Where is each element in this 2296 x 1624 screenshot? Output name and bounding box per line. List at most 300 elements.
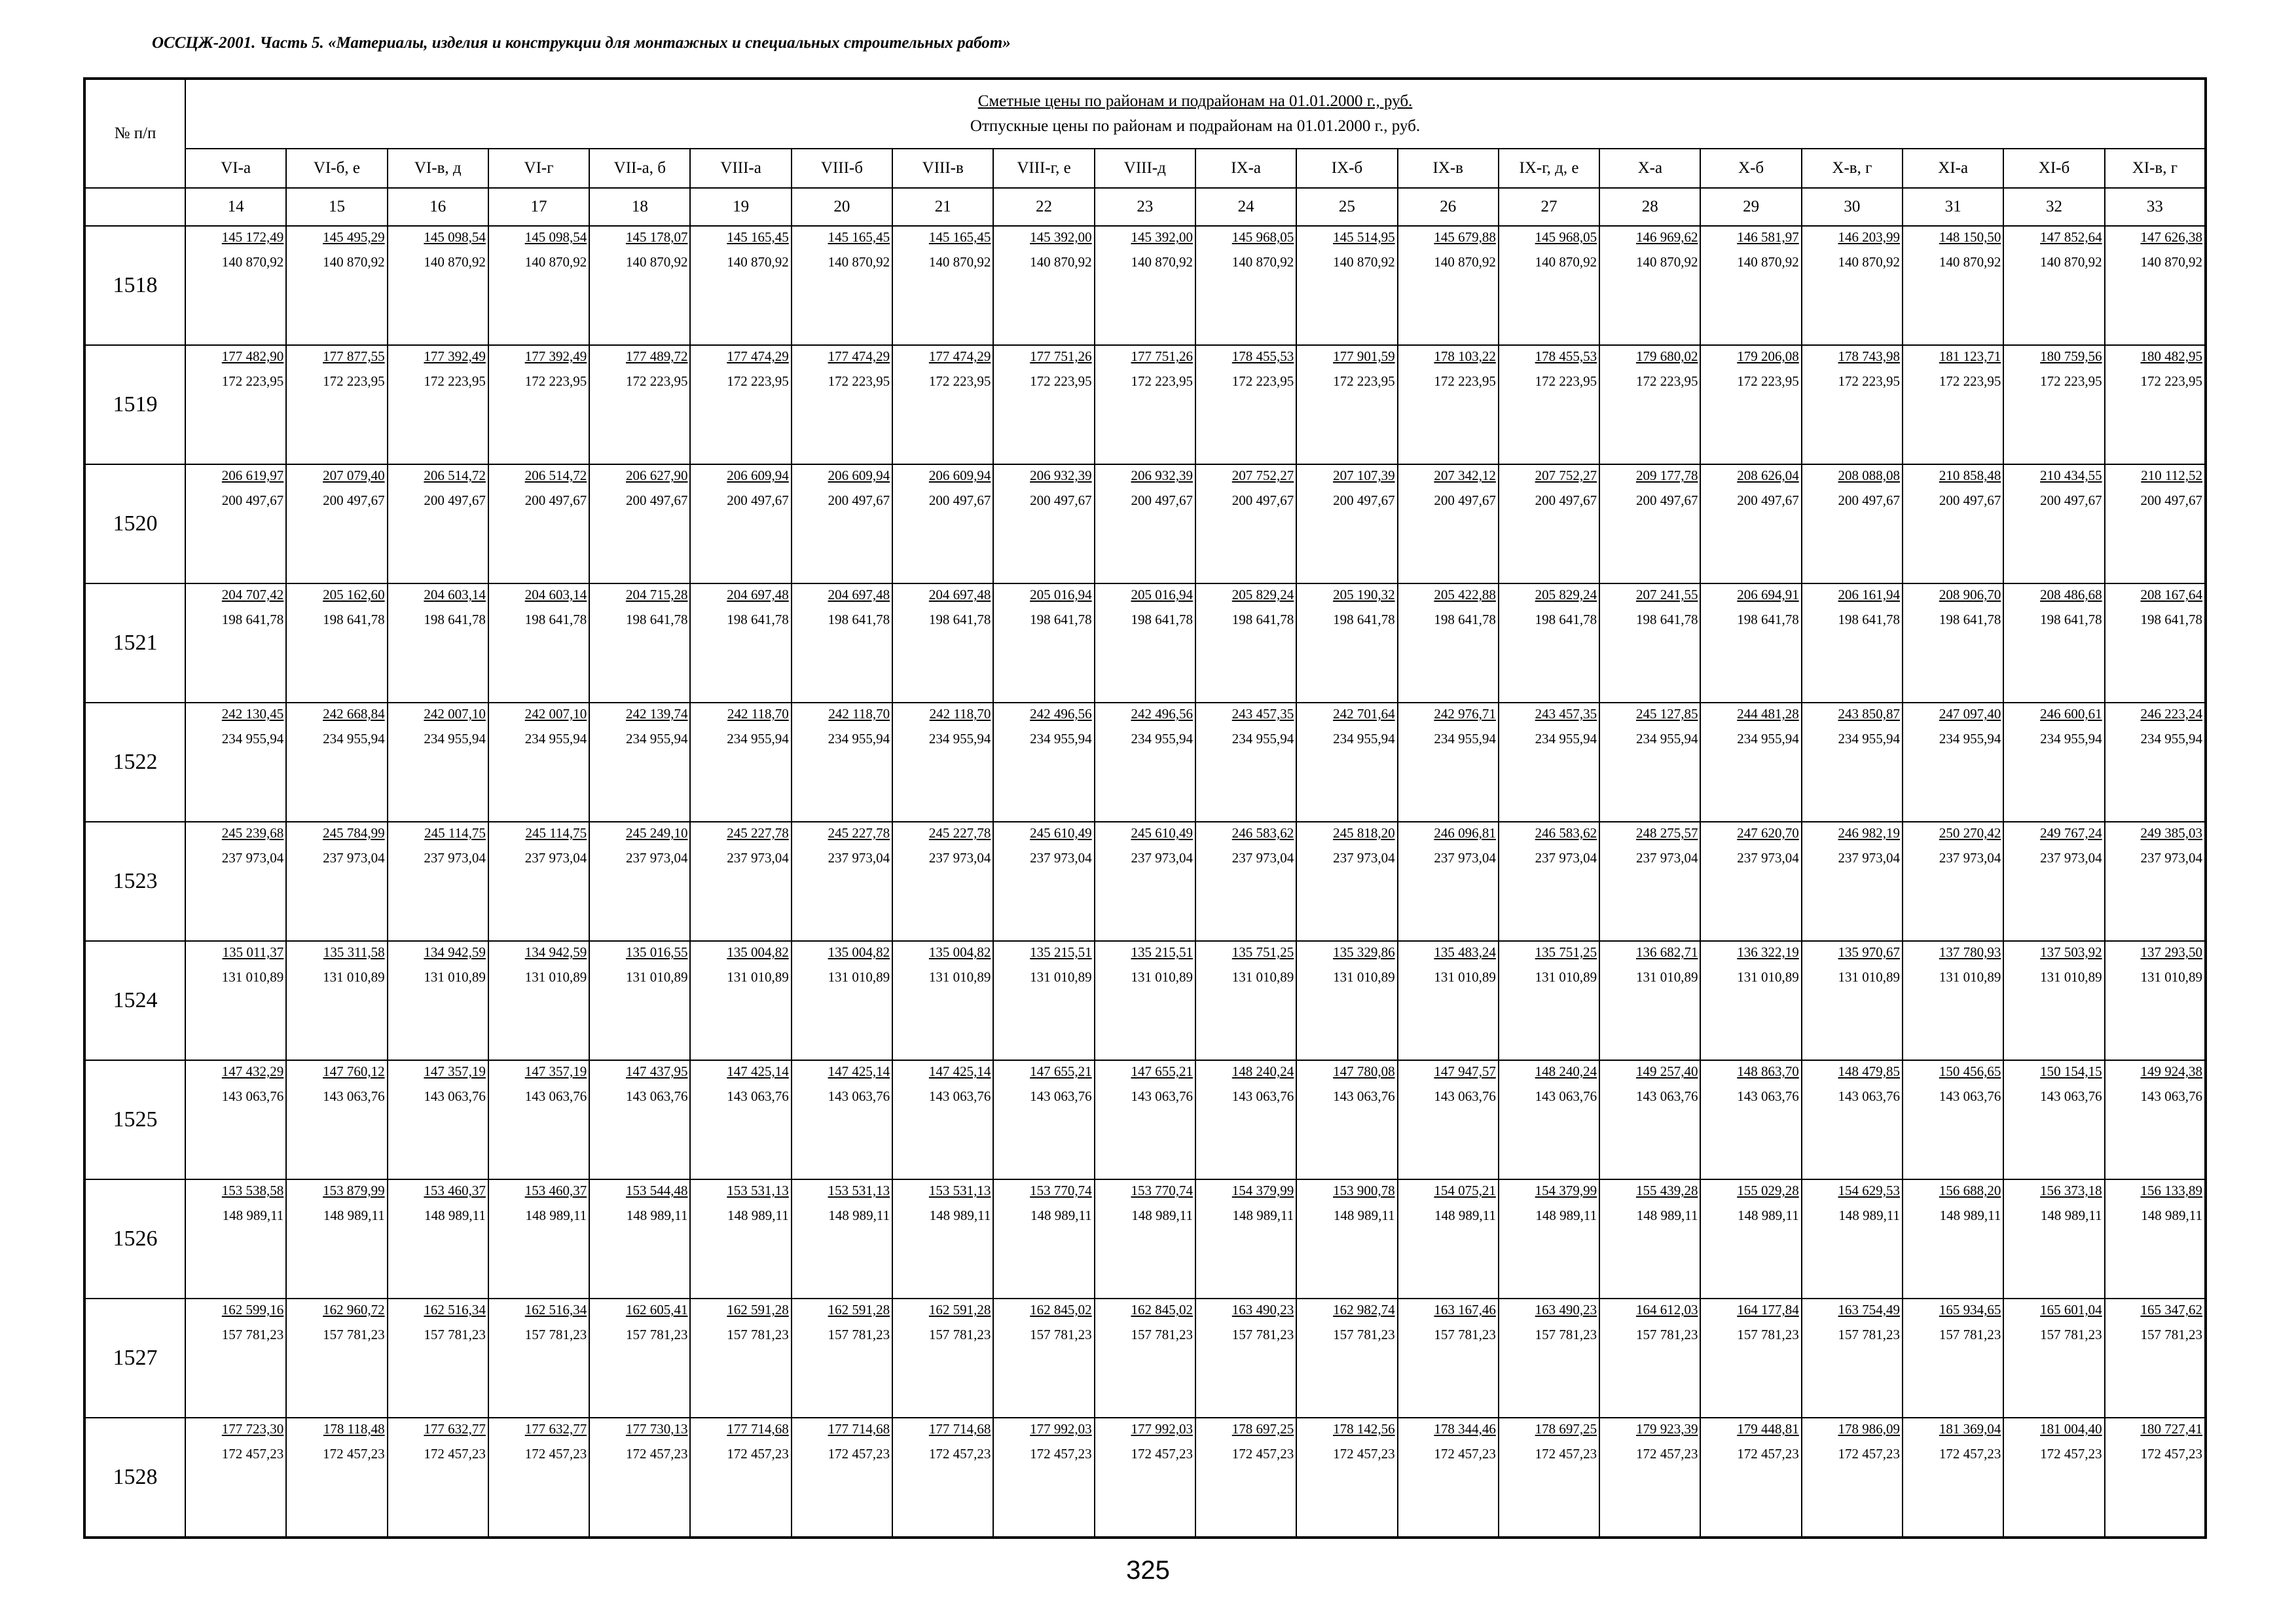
price-cell	[185, 1179, 286, 1299]
estimate-price: 146 969,62	[1635, 229, 1698, 245]
price-cell	[185, 583, 286, 703]
price-cell	[1599, 345, 1700, 464]
price-cell	[1903, 822, 2003, 941]
release-price: 198 641,78	[1737, 612, 1799, 627]
district-header: VI-б, е	[286, 149, 387, 188]
estimate-price: 208 167,64	[2140, 587, 2202, 602]
estimate-price: 204 697,48	[828, 587, 890, 602]
estimate-price: 242 496,56	[1030, 706, 1092, 722]
price-cell	[589, 583, 690, 703]
price-cell	[1903, 226, 2003, 345]
price-cell	[1903, 1060, 2003, 1179]
release-price: 140 870,92	[1535, 254, 1597, 270]
release-price: 198 641,78	[221, 612, 284, 627]
estimate-price: 135 215,51	[1030, 944, 1092, 960]
price-cell	[1903, 1299, 2003, 1418]
release-price: 148 989,11	[1535, 1208, 1597, 1223]
price-cell	[690, 1060, 791, 1179]
release-price: 172 457,23	[625, 1446, 688, 1462]
price-cell	[690, 1299, 791, 1418]
release-price: 200 497,67	[1131, 492, 1193, 508]
price-cell	[2003, 345, 2104, 464]
price-cell	[286, 226, 387, 345]
price-cell	[1700, 1179, 1801, 1299]
estimate-price: 177 901,59	[1333, 348, 1395, 364]
estimate-price: 178 455,53	[1535, 348, 1597, 364]
estimate-price: 155 029,28	[1737, 1183, 1799, 1198]
column-number: 26	[1398, 188, 1499, 226]
estimate-price: 177 730,13	[625, 1421, 688, 1437]
estimate-price: 147 947,57	[1434, 1063, 1496, 1079]
release-price: 234 955,94	[1939, 731, 2001, 747]
release-price: 143 063,76	[2140, 1088, 2202, 1104]
price-cell	[388, 1299, 488, 1418]
price-cell	[1599, 703, 1700, 822]
estimate-price: 242 976,71	[1434, 706, 1496, 722]
estimate-price: 135 970,67	[1838, 944, 1901, 960]
release-price: 157 781,23	[727, 1327, 789, 1342]
release-price: 172 457,23	[221, 1446, 284, 1462]
release-price: 200 497,67	[625, 492, 688, 508]
price-cell	[1700, 226, 1801, 345]
estimate-price: 163 167,46	[1434, 1302, 1496, 1318]
column-number: 18	[589, 188, 690, 226]
price-cell	[2003, 703, 2104, 822]
price-cell	[1398, 1179, 1499, 1299]
estimate-price: 242 496,56	[1131, 706, 1193, 722]
price-cell	[1700, 464, 1801, 583]
district-header: IX-б	[1296, 149, 1397, 188]
price-cell	[185, 345, 286, 464]
estimate-price: 136 322,19	[1737, 944, 1799, 960]
release-price: 200 497,67	[221, 492, 284, 508]
release-price: 143 063,76	[1838, 1088, 1901, 1104]
price-cell	[589, 226, 690, 345]
release-price: 140 870,92	[1939, 254, 2001, 270]
release-price: 237 973,04	[1333, 850, 1395, 866]
estimate-price: 178 986,09	[1838, 1421, 1901, 1437]
table-caption	[185, 79, 2206, 149]
release-price: 143 063,76	[1939, 1088, 2001, 1104]
price-cell	[1802, 1299, 1903, 1418]
table-row	[84, 226, 2206, 345]
release-price: 143 063,76	[323, 1088, 385, 1104]
estimate-price: 245 239,68	[221, 825, 284, 841]
estimate-price: 207 241,55	[1635, 587, 1698, 602]
price-cell	[993, 1299, 1094, 1418]
estimate-price: 178 743,98	[1838, 348, 1901, 364]
release-price: 157 781,23	[221, 1327, 284, 1342]
estimate-price: 247 097,40	[1939, 706, 2001, 722]
release-price: 200 497,67	[1333, 492, 1395, 508]
price-cell	[993, 345, 1094, 464]
estimate-price: 177 751,26	[1131, 348, 1193, 364]
release-price: 200 497,67	[828, 492, 890, 508]
column-number: 24	[1195, 188, 1296, 226]
estimate-price: 145 165,45	[828, 229, 890, 245]
release-price: 237 973,04	[2140, 850, 2202, 866]
estimate-price: 135 011,37	[222, 944, 284, 960]
price-cell	[1700, 822, 1801, 941]
price-cell	[1700, 941, 1801, 1060]
price-cell	[993, 703, 1094, 822]
estimate-price: 162 516,34	[424, 1302, 486, 1318]
estimate-price: 135 311,58	[323, 944, 385, 960]
release-price: 198 641,78	[424, 612, 486, 627]
release-price: 157 781,23	[1635, 1327, 1698, 1342]
price-cell	[286, 941, 387, 1060]
release-price: 172 223,95	[1838, 373, 1901, 389]
estimate-price: 179 448,81	[1737, 1421, 1799, 1437]
column-number: 30	[1802, 188, 1903, 226]
estimate-price: 206 514,72	[424, 468, 486, 483]
column-number: 16	[388, 188, 488, 226]
price-cell	[488, 822, 589, 941]
estimate-price: 153 531,13	[828, 1183, 890, 1198]
estimate-price: 177 632,77	[524, 1421, 587, 1437]
table-row	[84, 1179, 2206, 1299]
price-cell	[993, 822, 1094, 941]
estimate-price: 147 780,08	[1333, 1063, 1395, 1079]
release-price: 157 781,23	[1131, 1327, 1193, 1342]
estimate-price: 165 347,62	[2140, 1302, 2202, 1318]
release-price: 198 641,78	[2140, 612, 2202, 627]
price-cell	[1802, 703, 1903, 822]
estimate-price: 177 714,68	[928, 1421, 991, 1437]
price-cell	[892, 941, 993, 1060]
row-number: 1520	[84, 464, 185, 583]
release-price: 172 457,23	[1535, 1446, 1597, 1462]
estimate-price: 162 960,72	[323, 1302, 385, 1318]
price-cell	[690, 703, 791, 822]
estimate-price: 205 016,94	[1131, 587, 1193, 602]
release-price: 143 063,76	[727, 1088, 789, 1104]
estimate-price: 246 583,62	[1535, 825, 1597, 841]
release-price: 172 457,23	[1838, 1446, 1901, 1462]
estimate-price: 135 483,24	[1434, 944, 1496, 960]
release-price: 143 063,76	[221, 1088, 284, 1104]
estimate-price: 177 877,55	[323, 348, 385, 364]
estimate-price: 147 425,14	[727, 1063, 789, 1079]
price-cell	[792, 703, 892, 822]
release-price: 200 497,67	[1838, 492, 1901, 508]
row-number: 1518	[84, 226, 185, 345]
estimate-price: 245 114,75	[424, 825, 486, 841]
price-cell	[792, 1418, 892, 1538]
price-cell	[792, 1299, 892, 1418]
estimate-price: 205 162,60	[323, 587, 385, 602]
price-cell	[1802, 941, 1903, 1060]
price-cell	[993, 1418, 1094, 1538]
release-price: 234 955,94	[625, 731, 688, 747]
price-cell	[185, 1418, 286, 1538]
estimate-price: 162 605,41	[625, 1302, 688, 1318]
price-cell	[1499, 703, 1599, 822]
release-price: 131 010,89	[1635, 969, 1698, 985]
estimate-price: 163 490,23	[1535, 1302, 1597, 1318]
estimate-price: 148 240,24	[1535, 1063, 1597, 1079]
release-price: 198 641,78	[323, 612, 385, 627]
release-price: 143 063,76	[2040, 1088, 2102, 1104]
release-price: 143 063,76	[424, 1088, 486, 1104]
estimate-price: 204 603,14	[424, 587, 486, 602]
price-cell	[1599, 583, 1700, 703]
estimate-price: 146 203,99	[1838, 229, 1901, 245]
price-cell	[388, 583, 488, 703]
district-header: X-а	[1599, 149, 1700, 188]
release-price: 234 955,94	[524, 731, 587, 747]
release-price: 198 641,78	[1333, 612, 1395, 627]
release-price: 237 973,04	[524, 850, 587, 866]
estimate-price: 165 934,65	[1939, 1302, 2001, 1318]
price-cell	[892, 1060, 993, 1179]
price-cell	[690, 583, 791, 703]
price-cell	[892, 226, 993, 345]
release-price: 140 870,92	[2040, 254, 2102, 270]
estimate-price: 181 369,04	[1939, 1421, 2001, 1437]
estimate-price: 245 227,78	[928, 825, 991, 841]
release-price: 237 973,04	[1535, 850, 1597, 866]
release-price: 148 989,11	[424, 1208, 486, 1223]
estimate-price: 147 425,14	[828, 1063, 890, 1079]
price-cell	[1499, 1299, 1599, 1418]
column-number: 32	[2003, 188, 2104, 226]
estimate-price: 154 379,99	[1231, 1183, 1294, 1198]
price-cell	[2105, 941, 2206, 1060]
estimate-price: 177 992,03	[1030, 1421, 1092, 1437]
price-cell	[488, 226, 589, 345]
release-price: 237 973,04	[424, 850, 486, 866]
release-price: 237 973,04	[1838, 850, 1901, 866]
column-number: 28	[1599, 188, 1700, 226]
estimate-price: 153 770,74	[1131, 1183, 1193, 1198]
estimate-price: 250 270,42	[1939, 825, 2001, 841]
row-number: 1525	[84, 1060, 185, 1179]
estimate-price: 163 490,23	[1231, 1302, 1294, 1318]
price-cell	[2003, 464, 2104, 583]
estimate-price: 242 007,10	[524, 706, 587, 722]
price-cell	[1195, 822, 1296, 941]
release-price: 172 223,95	[1030, 373, 1092, 389]
district-header: VII-а, б	[589, 149, 690, 188]
district-header: XI-а	[1903, 149, 2003, 188]
estimate-price: 204 715,28	[625, 587, 688, 602]
estimate-price: 164 612,03	[1635, 1302, 1698, 1318]
estimate-price: 162 591,28	[828, 1302, 890, 1318]
table-row	[84, 941, 2206, 1060]
estimate-price: 206 932,39	[1030, 468, 1092, 483]
estimate-price: 162 845,02	[1030, 1302, 1092, 1318]
price-cell	[1195, 941, 1296, 1060]
price-cell	[185, 464, 286, 583]
price-cell	[1499, 345, 1599, 464]
release-price: 200 497,67	[323, 492, 385, 508]
price-cell	[792, 1179, 892, 1299]
estimate-price: 162 591,28	[928, 1302, 991, 1318]
estimate-price: 243 457,35	[1231, 706, 1294, 722]
estimate-price: 210 434,55	[2040, 468, 2102, 483]
price-cell	[993, 226, 1094, 345]
estimate-price: 146 581,97	[1737, 229, 1799, 245]
estimate-price: 208 088,08	[1838, 468, 1901, 483]
price-cell	[2003, 1418, 2104, 1538]
price-cell	[488, 1060, 589, 1179]
price-cell	[185, 226, 286, 345]
row-number: 1521	[84, 583, 185, 703]
price-cell	[792, 1060, 892, 1179]
price-cell	[792, 941, 892, 1060]
price-cell	[185, 1060, 286, 1179]
price-cell	[1296, 583, 1397, 703]
release-price: 172 457,23	[2040, 1446, 2102, 1462]
estimate-price: 162 599,16	[221, 1302, 284, 1318]
estimate-price: 206 609,94	[828, 468, 890, 483]
price-cell	[388, 226, 488, 345]
price-cell	[488, 464, 589, 583]
price-cell	[1398, 1418, 1499, 1538]
estimate-price: 204 707,42	[221, 587, 284, 602]
release-price: 140 870,92	[1333, 254, 1395, 270]
price-cell	[2003, 1060, 2104, 1179]
release-price: 198 641,78	[828, 612, 890, 627]
district-header: VI-в, д	[388, 149, 488, 188]
estimate-price: 154 075,21	[1434, 1183, 1496, 1198]
estimate-price: 145 172,49	[221, 229, 284, 245]
release-price: 234 955,94	[1838, 731, 1901, 747]
estimate-price: 178 103,22	[1434, 348, 1496, 364]
release-price: 237 973,04	[1231, 850, 1294, 866]
price-cell	[185, 703, 286, 822]
price-cell	[1195, 464, 1296, 583]
release-price: 200 497,67	[424, 492, 486, 508]
release-price: 140 870,92	[727, 254, 789, 270]
release-price: 200 497,67	[1030, 492, 1092, 508]
estimate-price: 180 482,95	[2140, 348, 2202, 364]
table-row	[84, 1060, 2206, 1179]
price-cell	[1499, 1179, 1599, 1299]
release-price: 148 989,11	[222, 1208, 284, 1223]
price-cell	[792, 345, 892, 464]
price-cell	[2105, 226, 2206, 345]
column-number-empty	[84, 188, 185, 226]
estimate-price: 162 982,74	[1333, 1302, 1395, 1318]
table-row	[84, 583, 2206, 703]
estimate-price: 179 206,08	[1737, 348, 1799, 364]
price-cell	[1296, 822, 1397, 941]
release-price: 198 641,78	[1939, 612, 2001, 627]
price-cell	[185, 941, 286, 1060]
release-price: 157 781,23	[1030, 1327, 1092, 1342]
release-price: 234 955,94	[2040, 731, 2102, 747]
price-cell	[1903, 941, 2003, 1060]
release-price: 172 457,23	[828, 1446, 890, 1462]
estimate-price: 208 486,68	[2040, 587, 2102, 602]
estimate-price: 177 392,49	[424, 348, 486, 364]
release-price: 148 989,11	[1030, 1208, 1092, 1223]
price-cell	[589, 1060, 690, 1179]
column-number: 33	[2105, 188, 2206, 226]
district-header: IX-г, д, е	[1499, 149, 1599, 188]
release-price: 143 063,76	[1231, 1088, 1294, 1104]
estimate-price: 137 293,50	[2140, 944, 2202, 960]
estimate-price: 153 900,78	[1333, 1183, 1395, 1198]
release-price: 200 497,67	[1535, 492, 1597, 508]
price-cell	[1499, 464, 1599, 583]
price-cell	[1599, 464, 1700, 583]
estimate-price: 137 503,92	[2040, 944, 2102, 960]
release-price: 172 223,95	[1333, 373, 1395, 389]
estimate-price: 205 829,24	[1231, 587, 1294, 602]
row-number: 1528	[84, 1418, 185, 1538]
price-cell	[2003, 822, 2104, 941]
price-cell	[1095, 1060, 1195, 1179]
estimate-price: 150 456,65	[1939, 1063, 2001, 1079]
estimate-price: 178 697,25	[1231, 1421, 1294, 1437]
price-cell	[993, 1179, 1094, 1299]
price-cell	[286, 1060, 387, 1179]
price-cell	[1599, 941, 1700, 1060]
release-price: 200 497,67	[1231, 492, 1294, 508]
district-header: XI-в, г	[2105, 149, 2206, 188]
price-cell	[2105, 464, 2206, 583]
estimate-price: 204 697,48	[928, 587, 991, 602]
district-header: IX-а	[1195, 149, 1296, 188]
estimate-price: 177 474,29	[828, 348, 890, 364]
release-price: 131 010,89	[625, 969, 688, 985]
estimate-price: 177 392,49	[524, 348, 587, 364]
estimate-price: 206 161,94	[1838, 587, 1901, 602]
estimate-price: 162 591,28	[727, 1302, 789, 1318]
price-cell	[2003, 1179, 2104, 1299]
release-price: 237 973,04	[1434, 850, 1496, 866]
release-price: 198 641,78	[1030, 612, 1092, 627]
release-price: 200 497,67	[1737, 492, 1799, 508]
price-cell	[1398, 1060, 1499, 1179]
release-price: 237 973,04	[928, 850, 991, 866]
price-cell	[690, 464, 791, 583]
release-price: 198 641,78	[928, 612, 991, 627]
release-price: 237 973,04	[2040, 850, 2102, 866]
release-price: 172 223,95	[1535, 373, 1597, 389]
release-price: 131 010,89	[1434, 969, 1496, 985]
release-price: 172 223,95	[928, 373, 991, 389]
price-cell	[1802, 464, 1903, 583]
table-row	[84, 703, 2206, 822]
estimate-price: 153 460,37	[524, 1183, 587, 1198]
estimate-price: 136 682,71	[1635, 944, 1698, 960]
release-price: 131 010,89	[2140, 969, 2202, 985]
release-price: 234 955,94	[928, 731, 991, 747]
price-cell	[1802, 1179, 1903, 1299]
price-cell	[488, 941, 589, 1060]
estimate-price: 153 531,13	[928, 1183, 991, 1198]
release-price: 143 063,76	[625, 1088, 688, 1104]
price-cell	[690, 941, 791, 1060]
release-price: 140 870,92	[524, 254, 587, 270]
release-price: 148 989,11	[1838, 1208, 1901, 1223]
estimate-price: 246 223,24	[2140, 706, 2202, 722]
release-price: 143 063,76	[1737, 1088, 1799, 1104]
district-header: X-в, г	[1802, 149, 1903, 188]
district-header: VIII-д	[1095, 149, 1195, 188]
estimate-price: 177 714,68	[727, 1421, 789, 1437]
price-cell	[2003, 1299, 2104, 1418]
estimate-price: 207 079,40	[323, 468, 385, 483]
district-header: VI-г	[488, 149, 589, 188]
estimate-price: 145 679,88	[1434, 229, 1496, 245]
release-price: 148 989,11	[828, 1208, 890, 1223]
release-price: 157 781,23	[1535, 1327, 1597, 1342]
